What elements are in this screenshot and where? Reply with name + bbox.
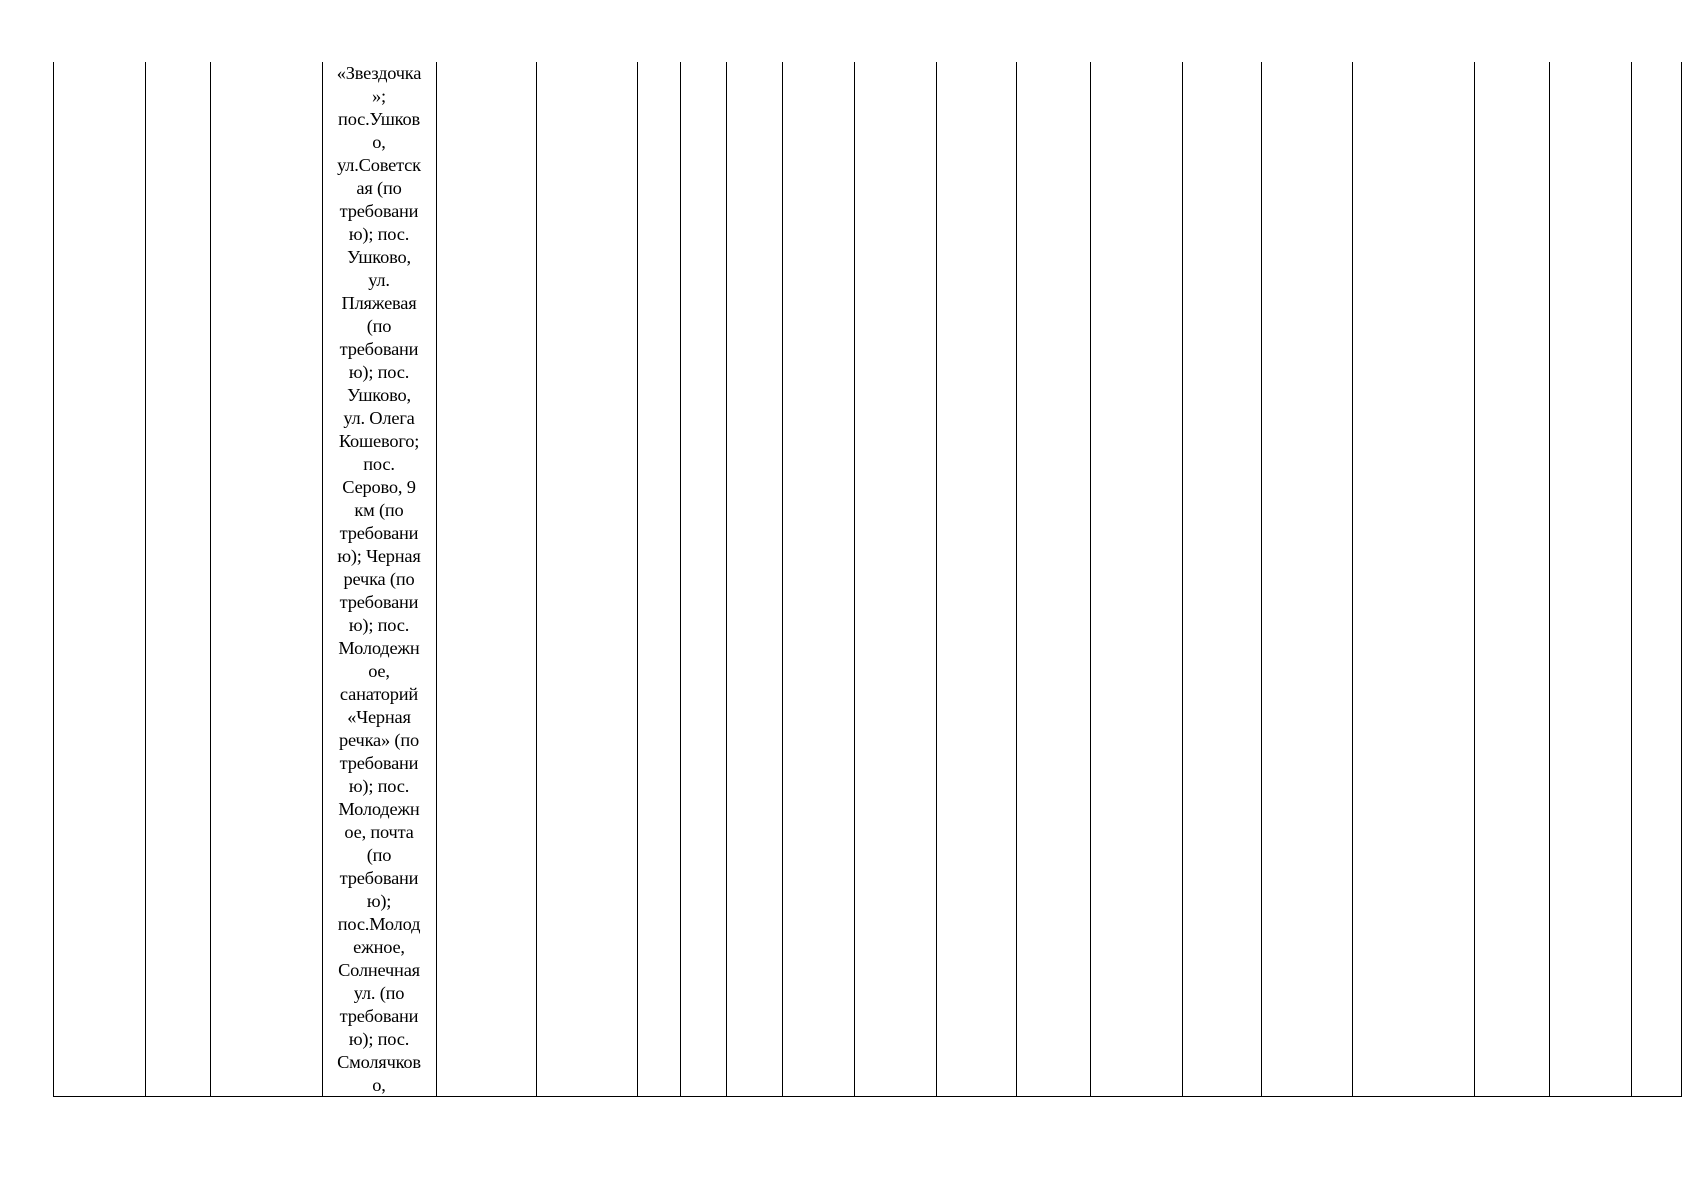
cell-text-line: Молодежн	[338, 638, 420, 658]
cell-text-line: пос.Молод	[337, 914, 421, 934]
cell-text-line: ю); пос.	[348, 362, 410, 382]
cell-text-line: о,	[372, 132, 386, 152]
column-border	[145, 62, 146, 1097]
cell-text-line: требовани	[339, 753, 419, 773]
cell-text-line: Пляжевая	[341, 293, 417, 313]
cell-text-line: ежное,	[353, 937, 405, 957]
cell-text-line: ое, почта	[344, 822, 414, 842]
cell-text-line: Смолячков	[337, 1052, 421, 1072]
cell-text-line: ул.	[368, 270, 390, 290]
cell-text-line: (по	[366, 316, 392, 336]
cell-text-line: Ушково,	[347, 385, 411, 405]
route-stops-cell	[322, 62, 436, 1097]
cell-text-line: о,	[372, 1075, 386, 1095]
cell-text-line: ю); пос.	[348, 776, 410, 796]
cell-text-line: ю); Черная	[337, 546, 421, 566]
cell-text-line: ое,	[368, 661, 390, 681]
cell-text-line: ю); пос.	[348, 1029, 410, 1049]
cell-text-line: Кошевого;	[338, 431, 420, 451]
cell-text-line: пос.Ушков	[338, 109, 420, 129]
cell-text-line: речка» (по	[339, 730, 419, 750]
column-border	[1681, 62, 1682, 1097]
cell-text-line: требовани	[339, 523, 419, 543]
column-border	[1549, 62, 1550, 1097]
cell-text-line: ая (по	[356, 178, 402, 198]
cell-text-line: «Звездочка	[336, 63, 422, 83]
column-border	[1261, 62, 1262, 1097]
cell-text-line: км (по	[354, 500, 404, 520]
cell-text-line: требовани	[339, 339, 419, 359]
cell-text-line: »;	[372, 86, 386, 106]
cell-text-line: санаторий	[339, 684, 419, 704]
column-border	[536, 62, 537, 1097]
column-border	[1474, 62, 1475, 1097]
column-border	[637, 62, 638, 1097]
cell-text-line: (по	[366, 845, 392, 865]
cell-text-line: Молодежн	[338, 799, 420, 819]
column-border	[680, 62, 681, 1097]
column-border	[936, 62, 937, 1097]
column-border	[436, 62, 437, 1097]
cell-text-line: ю); пос.	[348, 224, 410, 244]
cell-text-line: речка (по	[343, 569, 415, 589]
cell-text-line: ю);	[366, 891, 392, 911]
column-border	[726, 62, 727, 1097]
cell-text-line: требовани	[339, 868, 419, 888]
column-border	[210, 62, 211, 1097]
cell-text-line: Солнечная	[338, 960, 420, 980]
cell-text-line: требовани	[339, 1006, 419, 1026]
cell-text-line: пос.	[363, 454, 395, 474]
schedule-table	[53, 62, 1682, 1097]
column-border	[782, 62, 783, 1097]
cell-text-line: Ушково,	[347, 247, 411, 267]
cell-text-line: ул. Олега	[343, 408, 415, 428]
column-border	[53, 62, 54, 1097]
column-border	[1090, 62, 1091, 1097]
column-border	[1631, 62, 1632, 1097]
cell-text-line: «Черная	[347, 707, 411, 727]
cell-text-line: ю); пос.	[348, 615, 410, 635]
column-border	[1352, 62, 1353, 1097]
cell-text-line: требовани	[339, 592, 419, 612]
column-border	[1182, 62, 1183, 1097]
cell-text-line: ул.Советск	[337, 155, 421, 175]
cell-text-line: ул. (по	[353, 983, 405, 1003]
column-border	[854, 62, 855, 1097]
cell-text-line: требовани	[339, 201, 419, 221]
column-border	[1016, 62, 1017, 1097]
cell-text-line: Серово, 9	[342, 477, 416, 497]
